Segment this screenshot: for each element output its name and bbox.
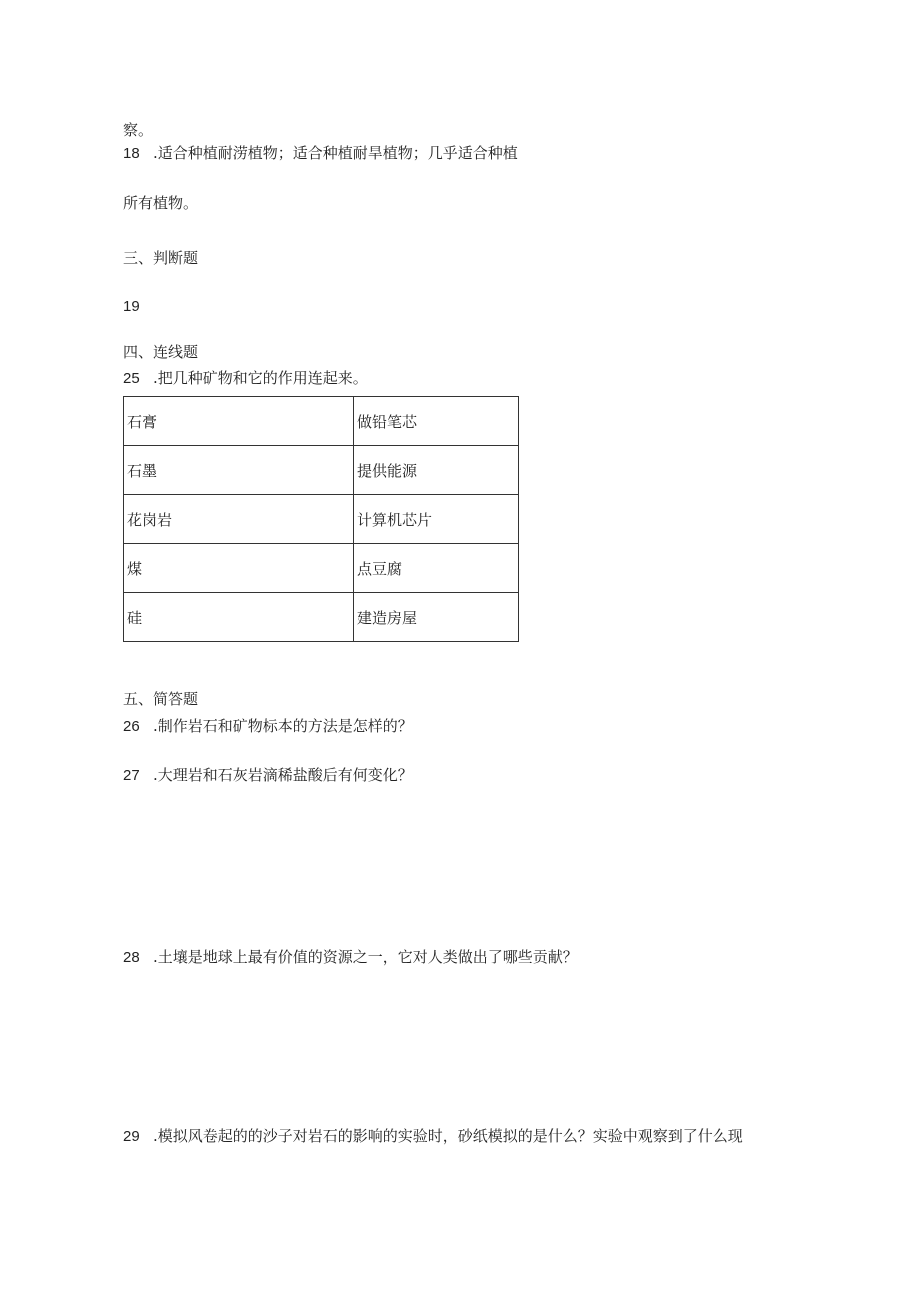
- question-text: .适合种植耐涝植物；适合种植耐旱植物；几乎适合种植: [153, 144, 518, 162]
- table-row: [124, 544, 519, 593]
- section-4-title: 四、连线题: [123, 343, 199, 361]
- question-number: 18: [123, 145, 140, 162]
- use-cell: 做铅笔芯: [354, 397, 519, 446]
- question-text: .大理岩和石灰岩滴稀盐酸后有何变化？: [153, 766, 413, 784]
- use-cell: 点豆腐: [354, 544, 519, 593]
- mineral-cell: 石墨: [124, 446, 354, 495]
- question-28: [123, 948, 578, 967]
- question-26: [123, 717, 413, 736]
- question-number: 26: [123, 718, 140, 735]
- question-text: .制作岩石和矿物标本的方法是怎样的？: [153, 717, 413, 735]
- table-row: [124, 446, 519, 495]
- question-text: .把几种矿物和它的作用连起来。: [153, 369, 368, 387]
- question-19-number: 19: [123, 298, 140, 315]
- matching-table: [123, 396, 519, 642]
- question-text: .土壤是地球上最有价值的资源之一，它对人类做出了哪些贡献？: [153, 948, 578, 966]
- mineral-cell: 石膏: [124, 397, 354, 446]
- question-18: [123, 144, 518, 163]
- question-25: [123, 369, 368, 388]
- section-5-title: 五、简答题: [123, 690, 199, 708]
- use-cell: 建造房屋: [354, 593, 519, 642]
- table-row: [124, 397, 519, 446]
- mineral-cell: 硅: [124, 593, 354, 642]
- question-number: 29: [123, 1128, 140, 1145]
- question-text: .模拟风卷起的的沙子对岩石的影响的实验时，砂纸模拟的是什么？实验中观察到了什么现: [153, 1127, 743, 1145]
- question-29: [123, 1127, 743, 1146]
- question-18-continued: 所有植物。: [123, 194, 199, 212]
- mineral-cell: 花岗岩: [124, 495, 354, 544]
- table-row: [124, 593, 519, 642]
- use-cell: 计算机芯片: [354, 495, 519, 544]
- question-number: 27: [123, 767, 140, 784]
- table-row: [124, 495, 519, 544]
- section-3-title: 三、判断题: [123, 249, 199, 267]
- question-27: [123, 766, 413, 785]
- use-cell: 提供能源: [354, 446, 519, 495]
- continued-text: 察。: [123, 121, 154, 139]
- question-number: 25: [123, 370, 140, 387]
- question-number: 28: [123, 949, 140, 966]
- mineral-cell: 煤: [124, 544, 354, 593]
